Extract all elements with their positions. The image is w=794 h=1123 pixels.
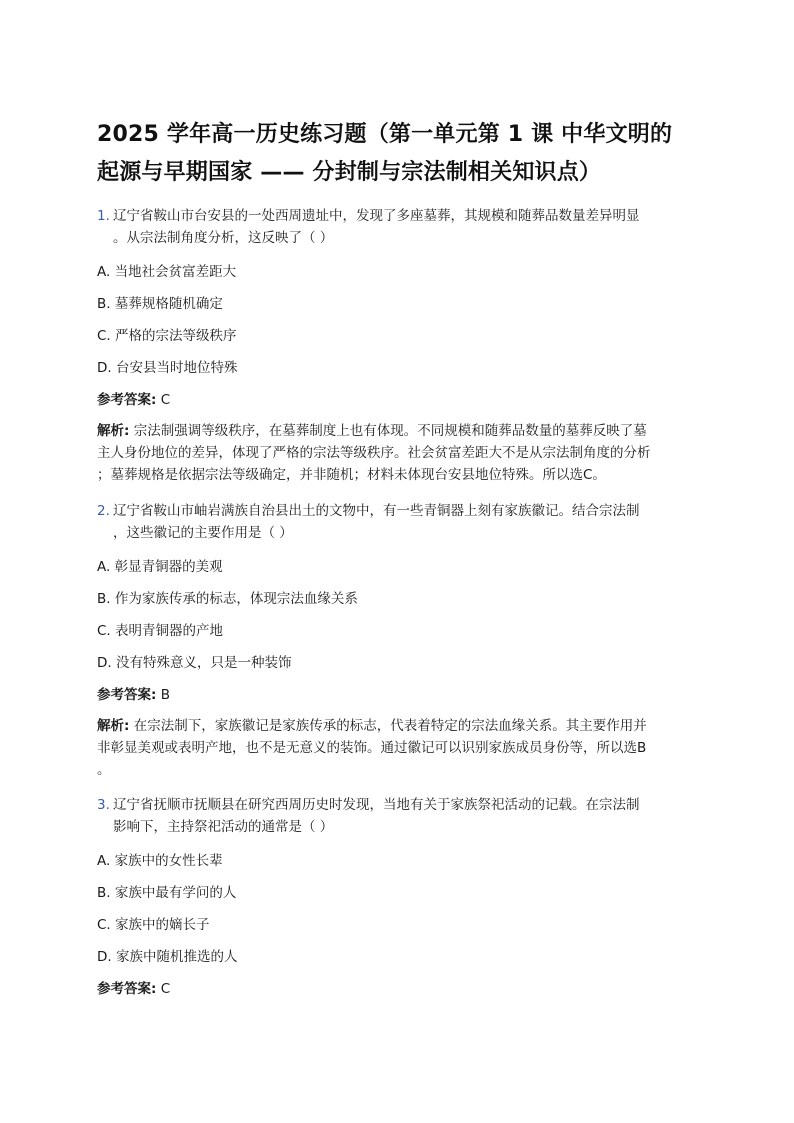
- question-text: 辽宁省抚顺市抚顺县在研究西周历史时发现，当地有关于家族祭祀活动的记载。在宗法制: [113, 797, 640, 813]
- question-number: 3.: [97, 797, 110, 813]
- question-text-continued: 。从宗法制角度分析，这反映了（ ）: [113, 230, 334, 246]
- explanation-line: 。: [97, 762, 111, 778]
- option-c: C. 家族中的嫡长子: [97, 917, 210, 933]
- explanation: [97, 715, 709, 781]
- option-c: C. 严格的宗法等级秩序: [97, 328, 237, 344]
- question-3: [97, 794, 707, 838]
- title-line-1: 2025 学年高一历史练习题（第一单元第 1 课 中华文明的: [97, 122, 673, 147]
- answer: [97, 390, 707, 410]
- explanation: [97, 420, 709, 486]
- answer: [97, 685, 707, 705]
- explanation-line: 宗法制强调等级秩序，在墓葬制度上也有体现。不同规模和随葬品数量的墓葬反映了墓: [129, 423, 647, 439]
- option-a: A. 当地社会贫富差距大: [97, 264, 237, 280]
- option-a: A. 彰显青铜器的美观: [97, 559, 223, 575]
- title-line-2: 起源与早期国家 —— 分封制与宗法制相关知识点）: [97, 160, 602, 185]
- explanation-line: 在宗法制下，家族徽记是家族传承的标志，代表着特定的宗法血缘关系。其主要作用并: [129, 718, 647, 734]
- question-text: 辽宁省鞍山市岫岩满族自治县出土的文物中，有一些青铜器上刻有家族徽记。结合宗法制: [113, 503, 640, 519]
- option-b: B. 家族中最有学问的人: [97, 885, 237, 901]
- answer: [97, 979, 707, 999]
- option-b: B. 墓葬规格随机确定: [97, 296, 223, 312]
- option-d: D. 台安县当时地位特殊: [97, 360, 238, 376]
- option-c: C. 表明青铜器的产地: [97, 623, 224, 639]
- answer-value: C: [156, 392, 171, 408]
- question-text-continued: 影响下，主持祭祀活动的通常是（ ）: [113, 819, 334, 835]
- answer-label: 参考答案:: [97, 981, 157, 997]
- question-2: [97, 500, 707, 544]
- question-text: 辽宁省鞍山市台安县的一处西周遗址中，发现了多座墓葬，其规模和随葬品数量差异明显: [113, 208, 640, 224]
- explanation-line: 主人身份地位的差异，体现了严格的宗法等级秩序。社会贫富差距大不是从宗法制角度的分析: [97, 445, 651, 461]
- option-d: D. 家族中随机推选的人: [97, 949, 238, 965]
- question-number: 1.: [97, 208, 110, 224]
- explanation-label: 解析:: [97, 718, 130, 734]
- answer-label: 参考答案:: [97, 687, 157, 703]
- question-text-continued: ，这些徽记的主要作用是（ ）: [113, 525, 293, 541]
- question-1: [97, 205, 707, 249]
- explanation-line: ；墓葬规格是依据宗法等级确定，并非随机；材料未体现台安县地位特殊。所以选C。: [97, 467, 606, 483]
- explanation-label: 解析:: [97, 423, 130, 439]
- explanation-line: 非彰显美观或表明产地，也不是无意义的装饰。通过徽记可以识别家族成员身份等，所以选B: [97, 740, 647, 756]
- answer-value: B: [156, 687, 170, 703]
- answer-value: C: [156, 981, 171, 997]
- answer-label: 参考答案:: [97, 392, 157, 408]
- option-b: B. 作为家族传承的标志，体现宗法血缘关系: [97, 591, 358, 607]
- option-d: D. 没有特殊意义，只是一种装饰: [97, 655, 292, 671]
- question-number: 2.: [97, 503, 110, 519]
- page-title: [97, 116, 707, 192]
- option-a: A. 家族中的女性长辈: [97, 853, 223, 869]
